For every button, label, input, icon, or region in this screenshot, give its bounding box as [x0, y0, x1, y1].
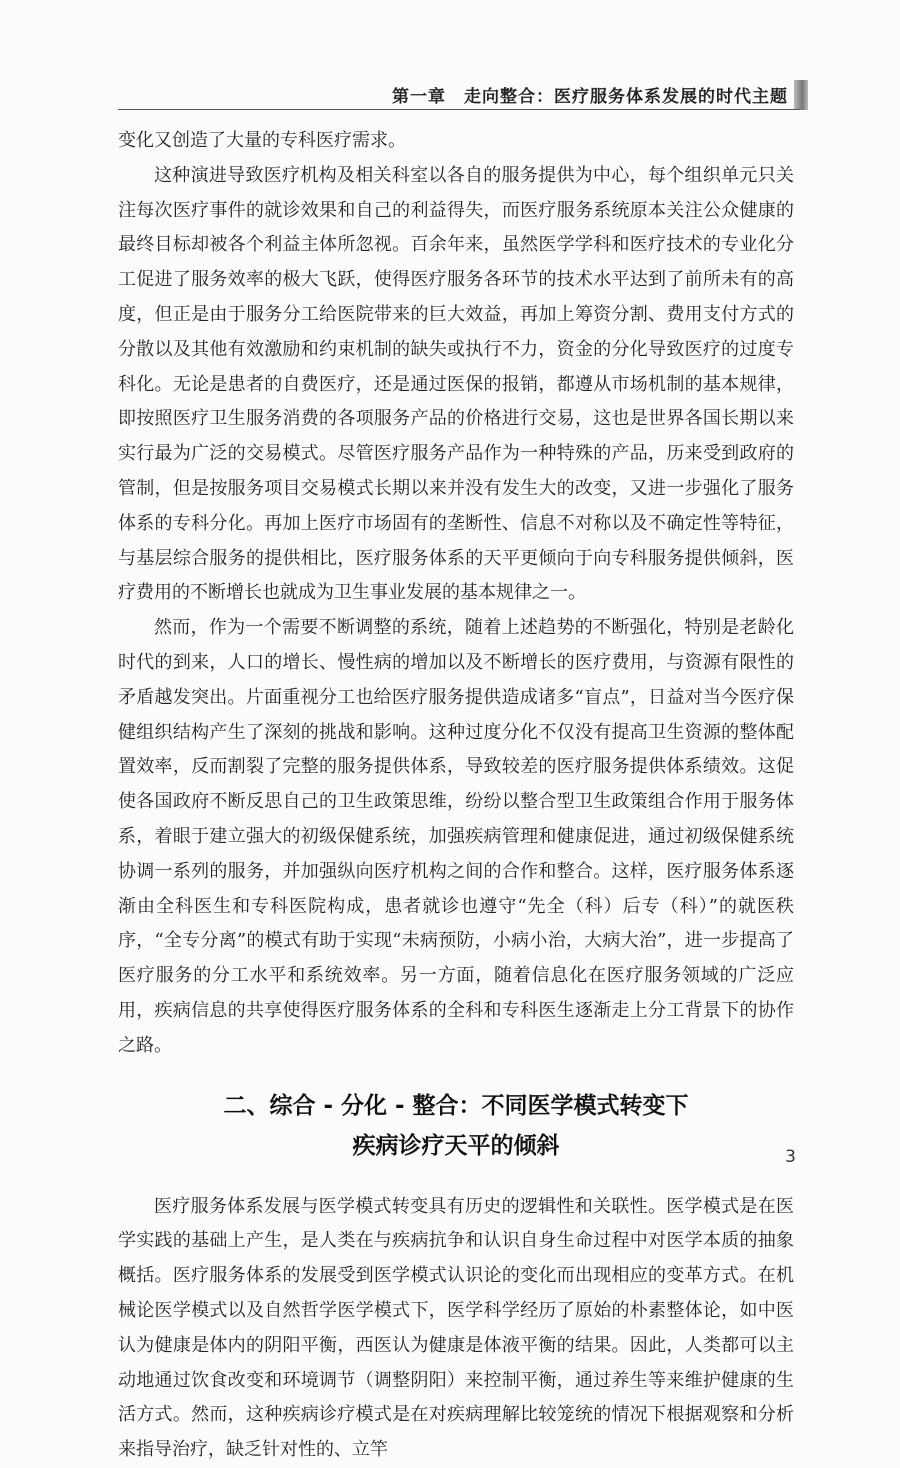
header-tab-marker [794, 80, 808, 110]
paragraph: 然而，作为一个需要不断调整的系统，随着上述趋势的不断强化，特别是老龄化时代的到来，人口的增长、慢性病的增加以及不断增长的医疗费用，与资源有限性的矛盾越发突出。片面重视分工也给医疗服务提供造成诸多“盲点”，日益对当今医疗保健组织结构产生了深刻的挑战和影响。这种过度分化不仅没有提高卫生资源的整体配置效率，反而割裂了完整的服务提供体系，导致较差的医疗服务提供体系绩效。这促使各国政府不断反思自己的卫生政策思维，纷纷以整合型卫生政策组合作用于服务体系，着眼于建立强大的初级保健系统，加强疾病管理和健康促进，通过初级保健系统协调一系列的服务，并加强纵向医疗机构之间的合作和整合。这样，医疗服务体系逐渐由全科医生和专科医院构成，患者就诊也遵守“先全（科）后专（科）”的就医秩序，“全专分离”的模式有助于实现“未病预防，小病小治，大病大治”，进一步提高了医疗服务的分工水平和系统效率。另一方面，随着信息化在医疗服务领域的广泛应用，疾病信息的共享使得医疗服务体系的全科和专科医生逐渐走上分工背景下的协作之路。 [118, 617, 794, 1056]
running-header [0, 78, 900, 112]
section-heading-line-1: 二、综合 - 分化 - 整合：不同医学模式转变下 [223, 1092, 689, 1119]
chapter-title: 第一章 走向整合：医疗服务体系发展的时代主题 [392, 87, 788, 107]
section-heading [118, 1086, 794, 1166]
header-rule [118, 109, 800, 110]
paragraph: 这种演进导致医疗机构及相关科室以各自的服务提供为中心，每个组织单元只关注每次医疗事件的就诊效果和自己的利益得失，而医疗服务系统原本关注公众健康的最终目标却被各个利益主体所忽视。百余年来，虽然医学学科和医疗技术的专业化分工促进了服务效率的极大飞跃，使得医疗服务各环节的技术水平达到了前所未有的高度，但正是由于服务分工给医院带来的巨大效益，再加上筹资分割、费用支付方式的分散以及其他有效激励和约束机制的缺失或执行不力，资金的分化导致医疗的过度专科化。无论是患者的自费医疗，还是通过医保的报销，都遵从市场机制的基本规律，即按照医疗卫生服务消费的各项服务产品的价格进行交易，这也是世界各国长期以来实行最为广泛的交易模式。尽管医疗服务产品作为一种特殊的产品，历来受到政府的管制，但是按服务项目交易模式长期以来并没有发生大的改变，又进一步强化了服务体系的专科分化。再加上医疗市场固有的垄断性、信息不对称以及不确定性等特征，与基层综合服务的提供相比，医疗服务体系的天平更倾向于向专科服务提供倾斜，医疗费用的不断增长也就成为卫生事业发展的基本规律之一。 [118, 164, 794, 604]
paragraph-continuation: 变化又创造了大量的专科医疗需求。 [118, 130, 406, 151]
paragraph: 医疗服务体系发展与医学模式转变具有历史的逻辑性和关联性。医学模式是在医学实践的基础上产生，是人类在与疾病抗争和认识自身生命过程中对医学本质的抽象概括。医疗服务体系的发展受到医学模式认识论的变化而出现相应的变革方式。在机械论医学模式以及自然哲学医学模式下，医学科学经历了原始的朴素整体论，如中医认为健康是体内的阴阳平衡，西医认为健康是体液平衡的结果。因此，人类都可以主动地通过饮食改变和环境调节（调整阴阳）来控制平衡，通过养生等来维护健康的生活方式。然而，这种疾病诊疗模式是在对疾病理解比较笼统的情况下根据观察和分析来指导治疗，缺乏针对性的、立竿 [118, 1195, 794, 1461]
body-text [118, 124, 794, 1468]
section-heading-line-2: 疾病诊疗天平的倾斜 [352, 1132, 560, 1159]
page-number: 3 [785, 1147, 796, 1167]
